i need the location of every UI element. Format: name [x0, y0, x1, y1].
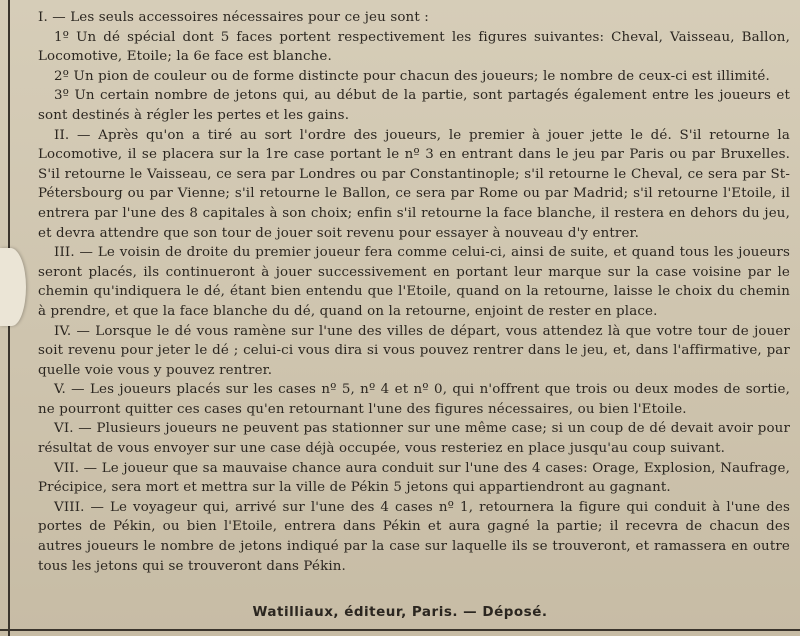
- rule-paragraph-11: VIII. — Le voyageur qui, arrivé sur l'une des 4 cases nº 1, retournera la figure qui conduit à l'une des portes de Pékin, ou bien l'Etoile, entrera dans Pékin et aura gagné la partie; il recevra de chacun des autres joueurs le nombre de jetons indiqué par la case sur laquelle ils se trouveront, et ramassera en outre tous les jetons qui se trouveront dans Pékin.: [38, 499, 790, 574]
- rule-paragraph-9: VI. — Plusieurs joueurs ne peuvent pas stationner sur une même case; si un coup de dé devait avoir pour résultat de vous envoyer sur une case déjà occupée, vous resteriez en place jusqu'au coup suivant.: [38, 421, 790, 457]
- rule-paragraph-3: 2º Un pion de couleur ou de forme distincte pour chacun des joueurs; le nombre de ceux-ci est illimité.: [54, 68, 770, 84]
- rule-paragraph-1: I. — Les seuls accessoires nécessaires pour ce jeu sont :: [38, 10, 429, 25]
- rule-paragraph-8: V. — Les joueurs placés sur les cases nº 5, nº 4 et nº 0, qui n'offrent que trois ou deux modes de sortie, ne pourront quitter ces cases qu'en retournant l'une des figures nécessaires, ou bien l'Etoile.: [38, 382, 790, 417]
- rule-paragraph-7: IV. — Lorsque le dé vous ramène sur l'une des villes de départ, vous attendez là que votre tour de jouer soit revenu pour jeter le dé ; celui-ci vous dira si vous pouvez rentrer dans le jeu, et, dans l'affirmative, par quelle voie vous y pouvez rentrer.: [38, 323, 790, 378]
- rule-paragraph-5: II. — Après qu'on a tiré au sort l'ordre des joueurs, le premier à jouer jette le dé. S'il retourne la Locomotive, il se placera sur la 1re case portant le nº 3 en entrant dans le jeu par Paris ou par Bruxelles. S'il retourne le Vaisseau, ce sera par Londres ou par Constantinople; s'il retourne le Cheval, ce sera par St-Pétersbourg ou par Vienne; s'il retourne le Ballon, ce sera par Rome ou par Madrid; s'il retourne l'Etoile, il entrera par l'une des 8 capitales à son choix; enfin s'il retourne la face blanche, il restera en dehors du jeu, et devra attendre que son tour de jouer soit revenu pour essayer à nouveau d'y entrer.: [38, 127, 790, 241]
- bottom-border-rule: [0, 629, 800, 631]
- rule-paragraph-4: 3º Un certain nombre de jetons qui, au début de la partie, sont partagés également entre les joueurs et sont destinés à régler les pertes et les gains.: [38, 88, 790, 123]
- torn-paper-edge: [0, 248, 26, 326]
- rule-paragraph-2: 1º Un dé spécial dont 5 faces portent respectivement les figures suivantes: Cheval, Vaisseau, Ballon, Locomotive, Etoile; la 6e face est blanche.: [38, 29, 790, 65]
- rules-text: [38, 8, 790, 576]
- rule-paragraph-10: VII. — Le joueur que sa mauvaise chance aura conduit sur l'une des 4 cases: Orage, Explosion, Naufrage, Précipice, sera mort et mettra sur la ville de Pékin 5 jetons qui appartiendront au gagnant.: [38, 460, 790, 496]
- rule-paragraph-6: III. — Le voisin de droite du premier joueur fera comme celui-ci, ainsi de suite, et quand tous les joueurs seront placés, ils continueront à jouer successivement en portant leur marque sur la case voisine par le chemin qu'indiquera le dé, étant bien entendu que l'Etoile, quand on la retourne, laisse le choix du chemin à prendre, et que la face blanche du dé, quand on la retourne, enjoint de rester en place.: [38, 245, 790, 319]
- publisher-footer: Watilliaux, éditeur, Paris. — Déposé.: [252, 604, 548, 620]
